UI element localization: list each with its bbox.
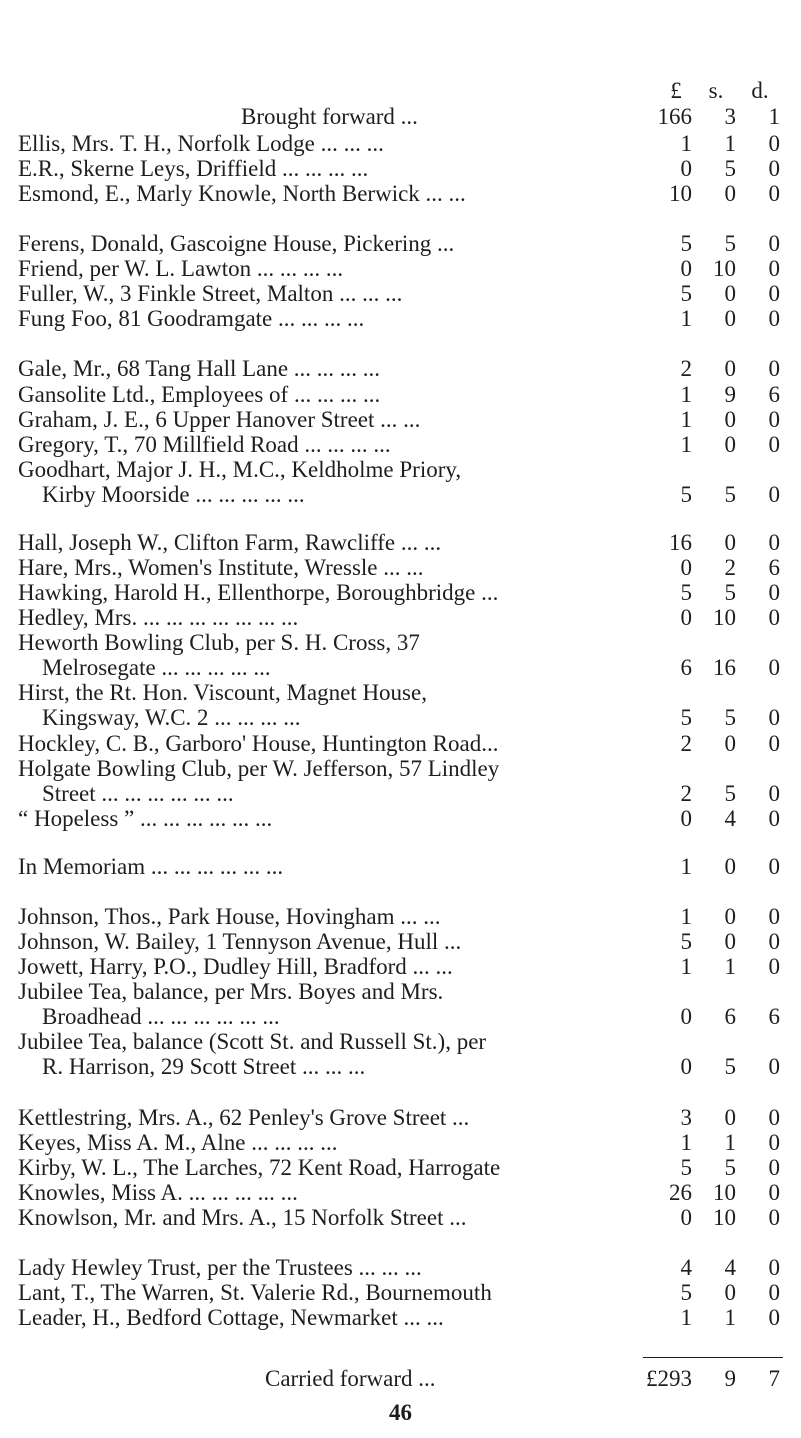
entry-shillings: 5 xyxy=(724,231,736,256)
entry-shillings: 9 xyxy=(724,382,736,407)
entry-pence: 0 xyxy=(768,281,780,306)
entry-label: Fung Foo, 81 Goodramgate ... ... ... ... xyxy=(18,306,365,331)
entry-pence: 0 xyxy=(768,929,780,954)
entry-label: Knowlson, Mr. and Mrs. A., 15 Norfolk Street ... xyxy=(18,1205,467,1230)
entry-pence: 0 xyxy=(768,731,780,756)
entry-shillings: 10 xyxy=(713,1205,736,1230)
entry-pence: 0 xyxy=(768,306,780,331)
entry-label: Keyes, Miss A. M., Alne ... ... ... ... xyxy=(18,1130,338,1155)
entry-shillings: 10 xyxy=(713,605,736,630)
entry-shillings: 0 xyxy=(724,407,736,432)
entry-pounds: 10 xyxy=(669,181,692,206)
entry-pounds: 0 xyxy=(680,605,692,630)
entry-label: Esmond, E., Marly Knowle, North Berwick ... ... xyxy=(18,181,466,206)
entry-pence: 6 xyxy=(768,555,780,580)
pounds-header: £ xyxy=(670,78,682,103)
entry-pence: 0 xyxy=(768,1305,780,1330)
entry-shillings: 0 xyxy=(724,432,736,457)
entry-pounds: 0 xyxy=(680,1054,692,1079)
entry-pence: 0 xyxy=(768,1180,780,1205)
entry-label: Lant, T., The Warren, St. Valerie Rd., Bournemouth xyxy=(18,1280,492,1305)
entry-shillings: 0 xyxy=(724,306,736,331)
entry-pounds: 5 xyxy=(680,929,692,954)
entry-label: Fuller, W., 3 Finkle Street, Malton ... ... ... xyxy=(18,281,403,306)
entry-label: Kingsway, W.C. 2 ... ... ... ... xyxy=(42,705,301,730)
entry-pounds: 1 xyxy=(680,854,692,879)
entry-label: Friend, per W. L. Lawton ... ... ... ... xyxy=(18,256,344,281)
entry-pounds: 1 xyxy=(680,1305,692,1330)
entry-pounds: 2 xyxy=(680,781,692,806)
entry-shillings: 1 xyxy=(724,1130,736,1155)
entry-pounds: 5 xyxy=(680,231,692,256)
entry-pounds: 3 xyxy=(680,1105,692,1130)
entry-label: Hedley, Mrs. ... ... ... ... ... ... ... xyxy=(18,605,299,630)
entry-shillings: 5 xyxy=(724,781,736,806)
entry-pounds: 1 xyxy=(680,407,692,432)
entry-pounds: 6 xyxy=(680,655,692,680)
entry-pounds: 5 xyxy=(680,705,692,730)
entry-label: R. Harrison, 29 Scott Street ... ... ... xyxy=(42,1054,366,1079)
page-number: 46 xyxy=(389,1400,412,1425)
carried-forward-pounds: £293 xyxy=(646,1366,692,1391)
entry-label: Goodhart, Major J. H., M.C., Keldholme Priory, xyxy=(18,457,462,482)
entry-shillings: 0 xyxy=(724,904,736,929)
entry-pence: 0 xyxy=(768,482,780,507)
carried-forward-pence: 7 xyxy=(768,1366,780,1391)
entry-shillings: 4 xyxy=(724,806,736,831)
entry-pence: 0 xyxy=(768,407,780,432)
entry-pounds: 1 xyxy=(680,382,692,407)
entry-pounds: 2 xyxy=(680,731,692,756)
entry-shillings: 10 xyxy=(713,256,736,281)
entry-pence: 0 xyxy=(768,1155,780,1180)
brought-forward-label: Brought forward ... xyxy=(241,104,418,129)
entry-pence: 0 xyxy=(768,806,780,831)
entry-label: Graham, J. E., 6 Upper Hanover Street ... ... xyxy=(18,407,421,432)
entry-pounds: 1 xyxy=(680,131,692,156)
entry-pounds: 5 xyxy=(680,482,692,507)
entry-label: Jubilee Tea, balance (Scott St. and Russell St.), per xyxy=(18,1029,487,1054)
total-rule xyxy=(643,1357,783,1358)
entry-shillings: 5 xyxy=(724,1054,736,1079)
entry-pence: 6 xyxy=(768,382,780,407)
entry-pence: 0 xyxy=(768,1280,780,1305)
entry-label: Gansolite Ltd., Employees of ... ... ... ... xyxy=(18,382,381,407)
entry-shillings: 0 xyxy=(724,1105,736,1130)
entry-pounds: 5 xyxy=(680,1155,692,1180)
entry-label: Jubilee Tea, balance, per Mrs. Boyes and Mrs. xyxy=(18,979,444,1004)
entry-label: Jowett, Harry, P.O., Dudley Hill, Bradford ... ... xyxy=(18,954,453,979)
entry-pounds: 1 xyxy=(680,1130,692,1155)
entry-shillings: 2 xyxy=(724,555,736,580)
entry-pounds: 0 xyxy=(680,1004,692,1029)
entry-pounds: 5 xyxy=(680,1280,692,1305)
entry-label: Ferens, Donald, Gascoigne House, Pickering ... xyxy=(18,231,455,256)
entry-pounds: 0 xyxy=(680,1205,692,1230)
entry-pence: 0 xyxy=(768,1130,780,1155)
entry-label: Lady Hewley Trust, per the Trustees ... ... ... xyxy=(18,1255,422,1280)
entry-shillings: 1 xyxy=(724,1305,736,1330)
entry-pounds: 1 xyxy=(680,904,692,929)
entry-shillings: 5 xyxy=(724,482,736,507)
entry-label: In Memoriam ... ... ... ... ... ... xyxy=(18,854,284,879)
entry-pounds: 1 xyxy=(680,954,692,979)
entry-label: Kirby, W. L., The Larches, 72 Kent Road, Harrogate xyxy=(18,1155,501,1180)
brought-forward-shillings: 3 xyxy=(724,104,736,129)
entry-label: Hockley, C. B., Garboro' House, Huntington Road... xyxy=(18,731,499,756)
entry-label: Johnson, W. Bailey, 1 Tennyson Avenue, Hull ... xyxy=(18,929,462,954)
entry-pence: 0 xyxy=(768,256,780,281)
entry-label: Kirby Moorside ... ... ... ... ... xyxy=(42,482,305,507)
entry-pence: 0 xyxy=(768,231,780,256)
entry-pence: 0 xyxy=(768,655,780,680)
entry-pence: 0 xyxy=(768,1205,780,1230)
entry-pounds: 26 xyxy=(669,1180,692,1205)
entry-pounds: 0 xyxy=(680,555,692,580)
entry-label: Holgate Bowling Club, per W. Jefferson, 57 Lindley xyxy=(18,756,500,781)
entry-pence: 0 xyxy=(768,131,780,156)
entry-pounds: 4 xyxy=(680,1255,692,1280)
entry-shillings: 0 xyxy=(724,731,736,756)
entry-shillings: 0 xyxy=(724,181,736,206)
entry-shillings: 5 xyxy=(724,156,736,181)
entry-pence: 0 xyxy=(768,432,780,457)
entry-pence: 0 xyxy=(768,181,780,206)
entry-pounds: 5 xyxy=(680,580,692,605)
entry-shillings: 5 xyxy=(724,580,736,605)
entry-shillings: 0 xyxy=(724,530,736,555)
entry-shillings: 0 xyxy=(724,1280,736,1305)
entry-pence: 6 xyxy=(768,1004,780,1029)
entry-shillings: 16 xyxy=(713,655,736,680)
entry-pounds: 0 xyxy=(680,156,692,181)
entry-pounds: 1 xyxy=(680,432,692,457)
entry-pounds: 5 xyxy=(680,281,692,306)
entry-label: Broadhead ... ... ... ... ... ... xyxy=(42,1004,280,1029)
entry-label: Knowles, Miss A. ... ... ... ... ... xyxy=(18,1180,298,1205)
entry-label: Kettlestring, Mrs. A., 62 Penley's Grove Street ... xyxy=(18,1105,470,1130)
carried-forward-label: Carried forward ... xyxy=(265,1366,436,1391)
entry-label: Gale, Mr., 68 Tang Hall Lane ... ... ... ... xyxy=(18,356,381,381)
shillings-header: s. xyxy=(708,78,724,103)
entry-label: Hirst, the Rt. Hon. Viscount, Magnet House, xyxy=(18,680,427,705)
entry-shillings: 0 xyxy=(724,854,736,879)
brought-forward-pence: 1 xyxy=(768,104,780,129)
entry-label: Hawking, Harold H., Ellenthorpe, Boroughbridge ... xyxy=(18,580,499,605)
entry-pounds: 0 xyxy=(680,256,692,281)
entry-label: Hare, Mrs., Women's Institute, Wressle ... ... xyxy=(18,555,424,580)
entry-pence: 0 xyxy=(768,530,780,555)
entry-shillings: 5 xyxy=(724,1155,736,1180)
entry-label: Melrosegate ... ... ... ... ... xyxy=(42,655,271,680)
entry-label: Ellis, Mrs. T. H., Norfolk Lodge ... ... ... xyxy=(18,131,384,156)
entry-pence: 0 xyxy=(768,156,780,181)
entry-shillings: 1 xyxy=(724,954,736,979)
pence-header: d. xyxy=(751,78,769,103)
entry-label: Heworth Bowling Club, per S. H. Cross, 37 xyxy=(18,630,420,655)
entry-pounds: 1 xyxy=(680,306,692,331)
entry-pence: 0 xyxy=(768,1105,780,1130)
entry-label: Gregory, T., 70 Millfield Road ... ... ... ... xyxy=(18,432,391,457)
entry-pence: 0 xyxy=(768,854,780,879)
entry-shillings: 0 xyxy=(724,281,736,306)
entry-shillings: 0 xyxy=(724,356,736,381)
entry-pounds: 0 xyxy=(680,806,692,831)
entry-pence: 0 xyxy=(768,705,780,730)
entry-shillings: 4 xyxy=(724,1255,736,1280)
entry-pounds: 2 xyxy=(680,356,692,381)
entry-label: Hall, Joseph W., Clifton Farm, Rawcliffe ... ... xyxy=(18,530,442,555)
entry-pence: 0 xyxy=(768,1054,780,1079)
brought-forward-pounds: 166 xyxy=(657,104,692,129)
entry-label: E.R., Skerne Leys, Driffield ... ... ... ... xyxy=(18,156,369,181)
entry-shillings: 10 xyxy=(713,1180,736,1205)
entry-pounds: 16 xyxy=(669,530,692,555)
entry-label: Johnson, Thos., Park House, Hovingham ... ... xyxy=(18,904,441,929)
entry-label: Street ... ... ... ... ... ... xyxy=(42,781,234,806)
entry-pence: 0 xyxy=(768,580,780,605)
entry-pence: 0 xyxy=(768,904,780,929)
entry-label: Leader, H., Bedford Cottage, Newmarket ... ... xyxy=(18,1305,444,1330)
entry-pence: 0 xyxy=(768,356,780,381)
entry-pence: 0 xyxy=(768,605,780,630)
entry-shillings: 5 xyxy=(724,705,736,730)
entry-shillings: 6 xyxy=(724,1004,736,1029)
entry-shillings: 0 xyxy=(724,929,736,954)
entry-shillings: 1 xyxy=(724,131,736,156)
entry-label: “ Hopeless ” ... ... ... ... ... ... xyxy=(18,806,273,831)
entry-pence: 0 xyxy=(768,1255,780,1280)
entry-pence: 0 xyxy=(768,781,780,806)
entry-pence: 0 xyxy=(768,954,780,979)
carried-forward-shillings: 9 xyxy=(724,1366,736,1391)
